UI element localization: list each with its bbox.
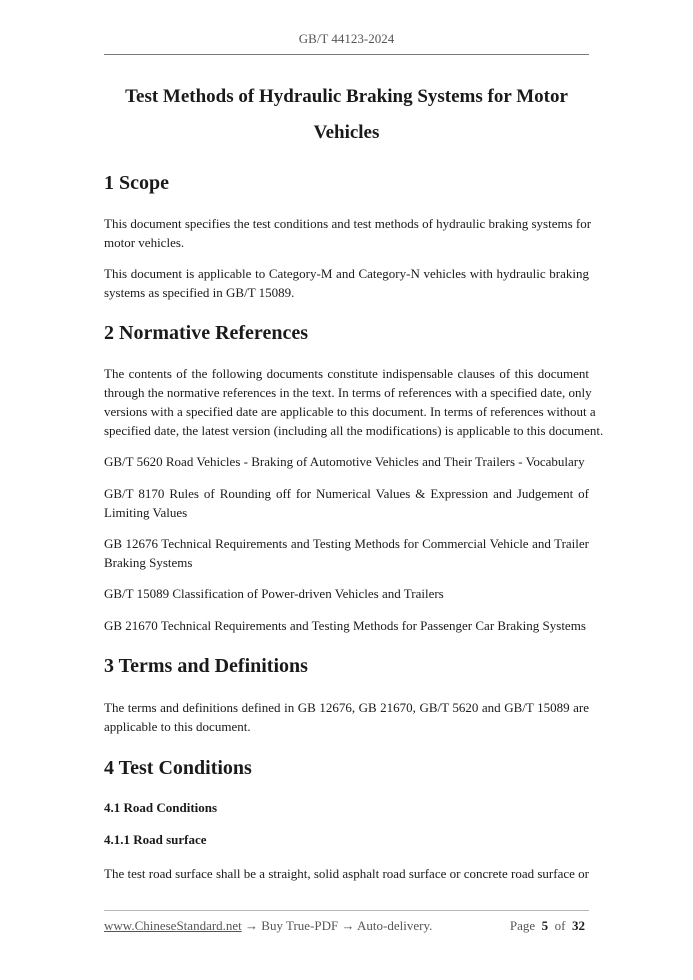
reference-gbt-5620 <box>104 452 589 471</box>
heading-scope: 1 Scope <box>104 172 169 194</box>
page-current: 5 <box>541 918 549 933</box>
road-surface-paragraph <box>104 864 589 883</box>
page-label: Page <box>509 918 536 933</box>
page-total: 32 <box>572 918 585 933</box>
reference-gb-12676 <box>104 534 589 572</box>
footer-buy-text: Buy True-PDF <box>261 918 339 933</box>
text-line: motor vehicles. <box>104 235 185 250</box>
text-line: GB/T 5620 Road Vehicles - Braking of Automotive Vehicles and Their Trailers - Vocabulary <box>104 454 585 469</box>
footer-rule <box>104 910 589 911</box>
reference-gb-21670 <box>104 616 589 635</box>
document-title-line-2: Vehicles <box>313 122 380 143</box>
heading-normative-references: 2 Normative References <box>104 322 308 344</box>
text-line: The terms and definitions defined in GB 12676, GB 21670, GB/T 5620 and GB/T 15089 are <box>104 700 589 715</box>
text-line: specified date, the latest version (including all the modifications) is applicable to this document. <box>104 423 604 438</box>
text-line: This document is applicable to Category-M and Category-N vehicles with hydraulic braking <box>104 266 589 281</box>
subheading-road-surface: 4.1.1 Road surface <box>104 832 207 847</box>
page-number <box>510 918 585 934</box>
text-line: versions with a specified date are applicable to this document. In terms of references without a <box>104 404 596 419</box>
document-title-line-1: Test Methods of Hydraulic Braking Systems for Motor <box>125 86 568 107</box>
text-line: GB/T 15089 Classification of Power-driven Vehicles and Trailers <box>104 586 444 601</box>
text-line: The contents of the following documents constitute indispensable clauses of this document <box>104 366 589 381</box>
page-of: of <box>554 918 566 933</box>
normative-intro-paragraph <box>104 364 604 440</box>
text-line: The test road surface shall be a straight, solid asphalt road surface or concrete road surface or <box>104 866 589 881</box>
subheading-road-conditions: 4.1 Road Conditions <box>104 800 218 815</box>
running-header: GB/T 44123-2024 <box>298 31 395 46</box>
text-line: This document specifies the test conditions and test methods of hydraulic braking systems for <box>104 216 592 231</box>
terms-paragraph <box>104 698 589 736</box>
scope-paragraph-1 <box>104 214 592 252</box>
scope-paragraph-2 <box>104 264 589 302</box>
text-line: systems as specified in GB/T 15089. <box>104 285 295 300</box>
text-line: GB 12676 Technical Requirements and Testing Methods for Commercial Vehicle and Trailer <box>104 536 589 551</box>
arrow-right-icon: → <box>341 918 355 933</box>
footer-promo <box>104 918 432 934</box>
heading-test-conditions: 4 Test Conditions <box>104 757 252 779</box>
text-line: through the normative references in the text. In terms of references with a specified date, only <box>104 385 592 400</box>
reference-gbt-8170 <box>104 484 589 522</box>
text-line: Braking Systems <box>104 555 193 570</box>
reference-gbt-15089 <box>104 584 589 603</box>
page-footer <box>104 918 589 936</box>
text-line: applicable to this document. <box>104 719 251 734</box>
footer-delivery-text: Auto-delivery. <box>357 918 433 933</box>
footer-site-link[interactable]: www.ChineseStandard.net <box>104 918 242 933</box>
arrow-right-icon: → <box>245 918 259 933</box>
text-line: GB 21670 Technical Requirements and Testing Methods for Passenger Car Braking Systems <box>104 618 586 633</box>
text-line: GB/T 8170 Rules of Rounding off for Numerical Values & Expression and Judgement of <box>104 486 589 501</box>
header-rule <box>104 54 589 55</box>
text-line: Limiting Values <box>104 505 188 520</box>
heading-terms-definitions: 3 Terms and Definitions <box>104 655 308 677</box>
